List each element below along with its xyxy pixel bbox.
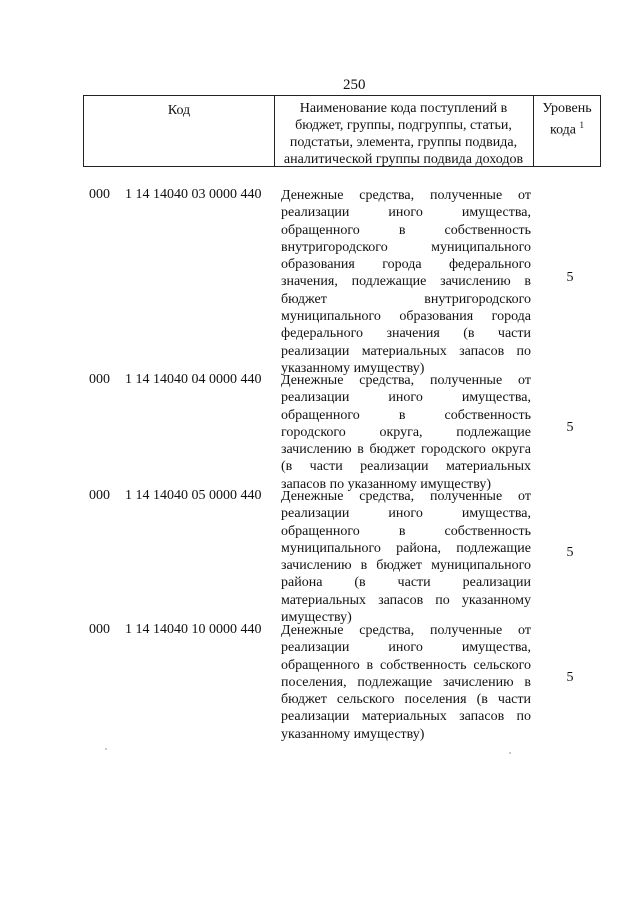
description-line: (в части реализации материальных (281, 459, 531, 475)
header-name-line: Наименование кода поступлений в (299, 101, 508, 116)
description-line: указанному имуществу) (281, 726, 425, 742)
admin-code: 000 (89, 488, 110, 503)
description-line: зачислению в бюджет муниципального (281, 558, 531, 574)
description-line: реализации иного имущества, (281, 506, 531, 522)
description-line: реализации иного имущества, (281, 640, 531, 656)
description-line: указанному имуществу) (281, 360, 425, 376)
header-level-line2: кода $^1$ (549, 120, 585, 138)
code-level: 5 (566, 420, 574, 435)
description-line: муниципального образования города (281, 309, 531, 325)
description-line: Денежные средства, полученные от (281, 489, 531, 504)
description-line: реализации материальных запасов по (281, 709, 531, 725)
description-line: материальных запасов по указанному (281, 592, 531, 608)
page-number: 250 (343, 77, 366, 93)
description-line: Денежные средства, полученные от (281, 373, 531, 388)
footnote-mark: 1 (579, 120, 585, 130)
scan-speck (105, 748, 107, 750)
description-line: городского округа, подлежащие (281, 424, 531, 440)
description-line: обращенного в собственность (281, 523, 531, 539)
header-code: Код (167, 103, 191, 118)
description-line: поселения, подлежащие зачислению в (281, 674, 531, 690)
header-name-line: бюджет, группы, подгруппы, статьи, (295, 118, 512, 133)
description-line: имуществу) (281, 610, 352, 626)
admin-code: 000 (89, 622, 110, 637)
income-description (281, 187, 531, 377)
description-line: района (в части реализации (281, 575, 531, 591)
description-line: реализации иного имущества, (281, 390, 531, 406)
income-description (281, 622, 531, 743)
income-description (281, 488, 531, 626)
header-level-line: Уровень (542, 101, 592, 116)
code-level: 5 (566, 545, 574, 560)
description-line: обращенного в собственность (281, 222, 531, 238)
header-name (274, 100, 533, 168)
code-level: 5 (566, 670, 574, 685)
description-line: зачислению в бюджет городского округа (281, 442, 531, 458)
description-line: обращенного в собственность (281, 407, 531, 423)
code-level: 5 (566, 270, 574, 285)
description-line: реализации материальных запасов по (281, 343, 531, 359)
income-code: 1 14 14040 04 0000 440 (125, 372, 262, 387)
description-line: реализации иного имущества, (281, 205, 531, 221)
income-description (281, 372, 531, 493)
header-level (533, 100, 601, 139)
description-line: Денежные средства, полученные от (281, 188, 531, 203)
description-line: муниципального района, подлежащие (281, 540, 531, 556)
income-code: 1 14 14040 03 0000 440 (125, 187, 262, 202)
income-code: 1 14 14040 10 0000 440 (125, 622, 262, 637)
scan-speck (509, 752, 511, 754)
description-line: значения, подлежащие зачислению в (281, 274, 531, 290)
description-line: бюджет сельского поселения (в части (281, 692, 531, 708)
admin-code: 000 (89, 187, 110, 202)
description-line: обращенного в собственность сельского (281, 657, 531, 673)
admin-code: 000 (89, 372, 110, 387)
description-line: запасов по указанному имуществу) (281, 476, 492, 492)
description-line: бюджет внутригородского (281, 291, 531, 307)
description-line: образования города федерального (281, 257, 531, 273)
description-line: федерального значения (в части (281, 326, 531, 342)
table-header (83, 95, 601, 167)
header-name-line: аналитической группы подвида доходов (283, 152, 524, 167)
header-name-line: подстатьи, элемента, группы подвида, (289, 135, 518, 150)
description-line: внутригородского муниципального (281, 239, 531, 255)
income-code: 1 14 14040 05 0000 440 (125, 488, 262, 503)
description-line: Денежные средства, полученные от (281, 623, 531, 638)
